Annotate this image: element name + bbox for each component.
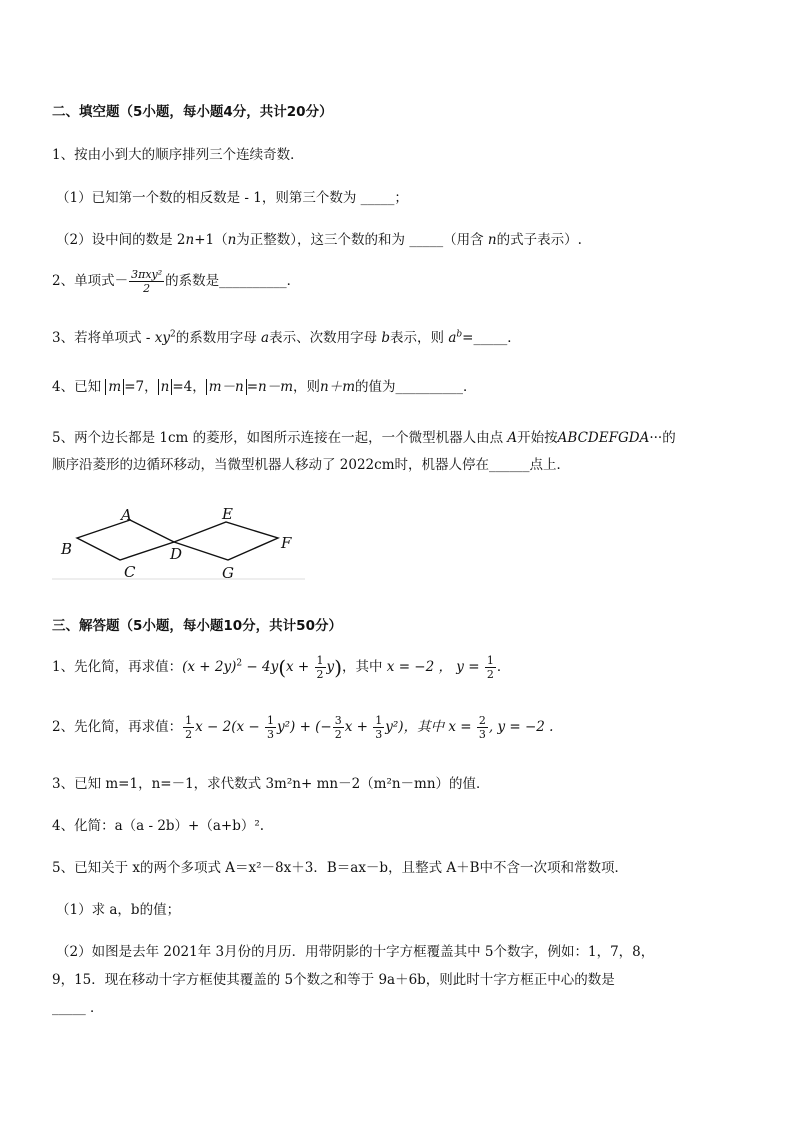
solve-question-5-part-2-line-1: （2）如图是去年 2021年 3月份的月历．用带阴影的十字方框覆盖其中 5个数字，例如：1，7，8， bbox=[56, 944, 655, 960]
question-3: 3、若将单项式 - $xy^2$的系数用字母 a表示、次数用字母 b表示，则 $a^b=\_\_\_\_\_$． bbox=[52, 329, 521, 346]
section-heading-fill-blank: 二、填空题（5小题，每小题4分，共计20分） bbox=[52, 104, 333, 120]
solve-question-3: 3、已知 m=1，n=－1，求代数式 3m²n+ mn－2（m²n－mn）的值． bbox=[52, 776, 490, 792]
point-label-c: C bbox=[124, 563, 136, 581]
question-1-part-2: （2）设中间的数是 2n+1（n为正整数），这三个数的和为 _____（用含 n的式子表示）. bbox=[56, 232, 582, 248]
solve-question-5-part-1: （1）求 a，b的值； bbox=[56, 902, 181, 918]
question-4: 4、已知 m =7， n =4， m－n =n－m，则n＋m的值为__________． bbox=[52, 379, 477, 395]
rhombus-figure bbox=[50, 500, 310, 590]
question-2: 2、单项式－ $\frac{\text{3πxy²}}{2}$ 的系数是__________． bbox=[52, 268, 301, 295]
monomial-fraction: $\frac{\text{3πxy²}}{2}$ bbox=[131, 268, 163, 295]
solve-question-4: 4、化简：a（a - 2b）+（a+b）². bbox=[52, 818, 265, 834]
rhombus-right bbox=[174, 522, 278, 560]
question-1-stem: 1、按由小到大的顺序排列三个连续奇数． bbox=[52, 147, 304, 163]
solve-question-1: 1、先化简，再求值：$(x + 2y)^2 - 4y(x$ + $\frac{1}{2}$ y)，其中 x = −2 ， y = $\frac{1}{2}$ ． bbox=[52, 654, 511, 681]
solve-question-2: 2、先化简，再求值： $\frac{1}{2}$ x − 2(x − $\frac{1}{3}$ y²) + (− $\frac{3}{2}$ x + $\frac{1}{3}$ y²)，其中 x = $\frac{2}{3}$ , y = −2 . bbox=[52, 714, 554, 741]
solve-question-5-stem: 5、已知关于 x的两个多项式 A＝x²－8x＋3．B＝ax－b，且整式 A＋B中不含一次项和常数项． bbox=[52, 860, 629, 876]
question-5-line-2: 顺序沿菱形的边循环移动，当微型机器人移动了 2022cm时，机器人停在______点上． bbox=[52, 457, 571, 473]
point-label-g: G bbox=[222, 564, 234, 582]
question-5-line-1: 5、两个边长都是 1cm 的菱形，如图所示连接在一起，一个微型机器人由点 A开始按ABCDEFGDA···的 bbox=[52, 430, 676, 446]
section-heading-solve: 三、解答题（5小题，每小题10分，共计50分） bbox=[52, 618, 342, 634]
point-label-d: D bbox=[170, 545, 183, 563]
question-1-part-1: （1）已知第一个数的相反数是 - 1，则第三个数为 _____； bbox=[56, 190, 408, 206]
point-label-e: E bbox=[222, 505, 233, 523]
point-label-a: A bbox=[121, 506, 132, 524]
solve-question-5-part-2-line-3: _____ ． bbox=[52, 1000, 104, 1016]
rhombus-left bbox=[77, 520, 174, 560]
point-label-f: F bbox=[281, 534, 292, 552]
point-label-b: B bbox=[61, 540, 73, 558]
solve-question-5-part-2-line-2: 9，15．现在移动十字方框使其覆盖的 5个数之和等于 9a＋6b，则此时十字方框正中心的数是 bbox=[52, 972, 615, 988]
